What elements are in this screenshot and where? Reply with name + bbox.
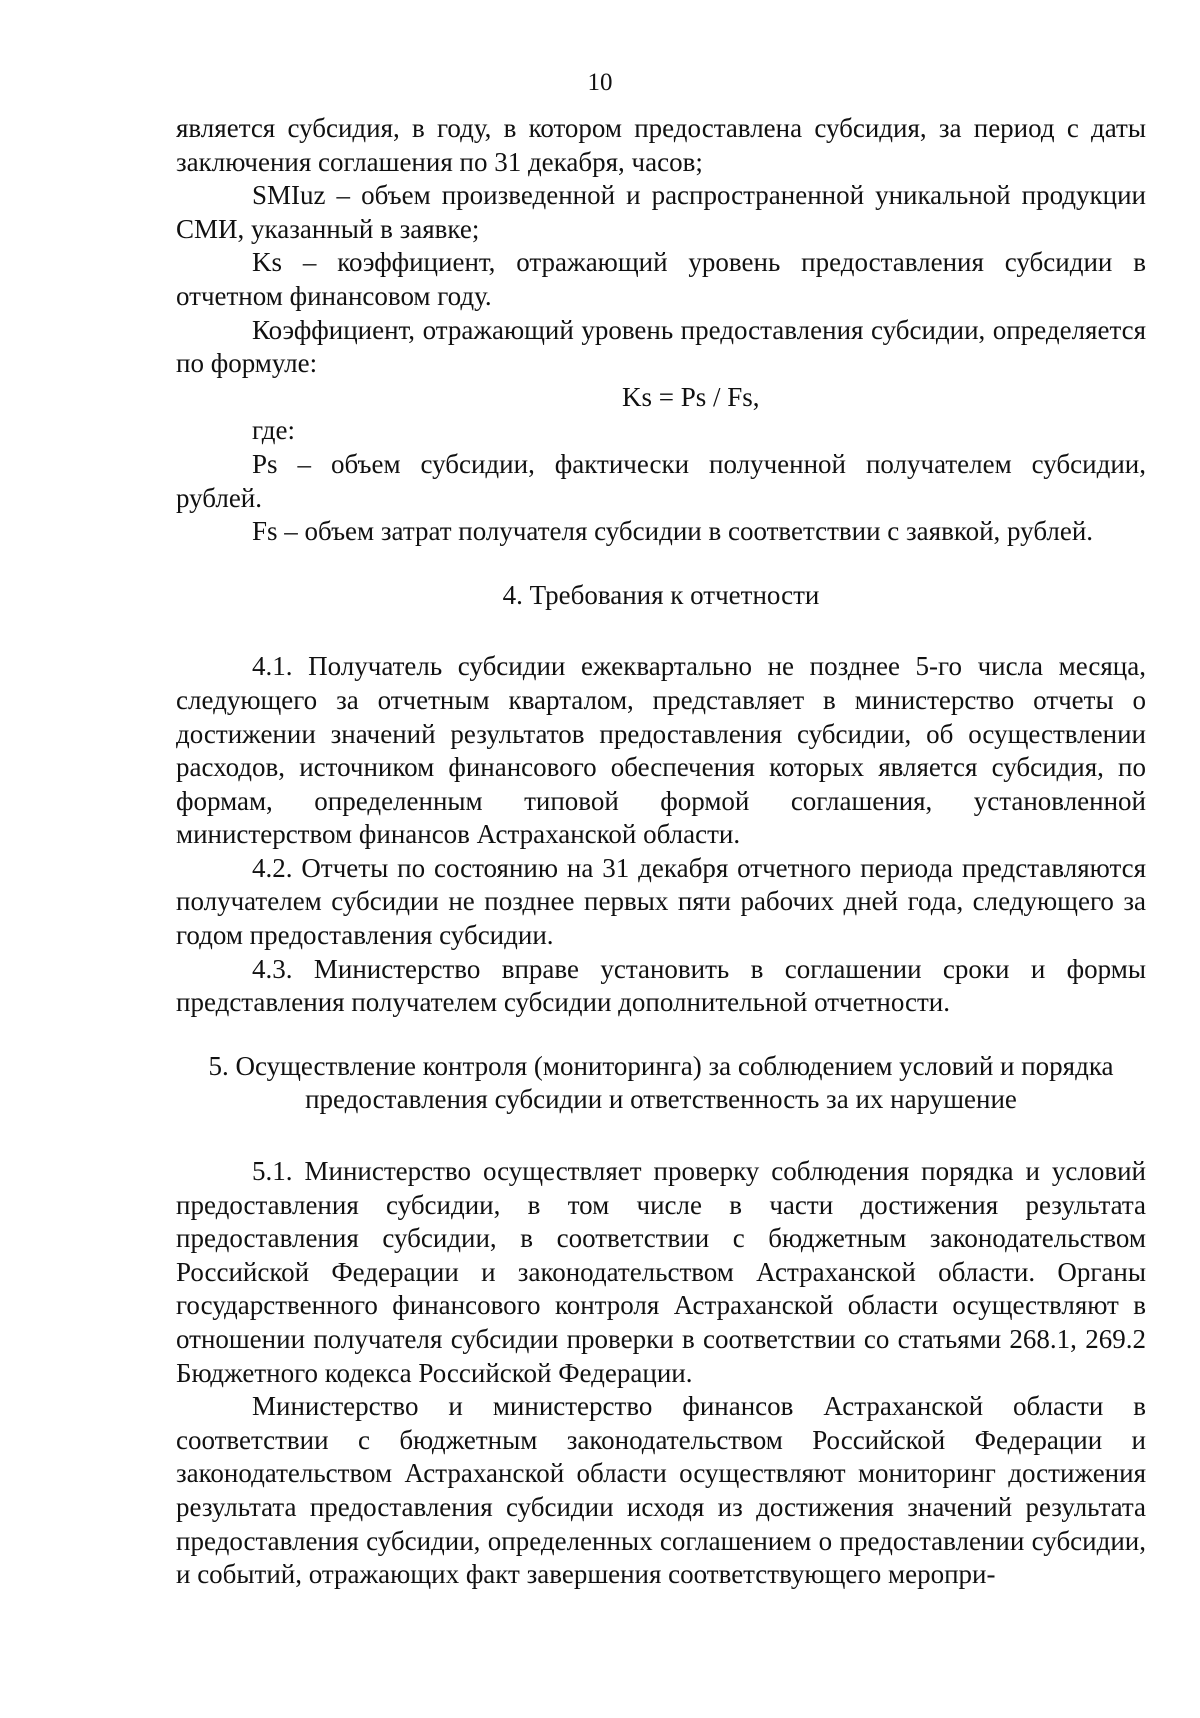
continuation-paragraph: является субсидия, в году, в котором предоставлена субсидия, за период с даты заключения соглашения по 31 декабря, часов;: [176, 113, 1146, 177]
ps-definition: Ps – объем субсидии, фактически полученной получателем субсидии, рублей.: [176, 448, 1146, 513]
page-number: 10: [587, 69, 613, 96]
ks-formula: Ks = Ps / Fs,: [622, 381, 760, 412]
monitoring-paragraph: Министерство и министерство финансов Астраханской области в соответствии с бюджетным законодательством Российской Федерации и законодательством Астраханской области осуществляют мониторинг достижения результата предоставления субсидии исходя из достижения значений результата предоставления субсидии, определенных соглашением о предоставлении субсидии, и событий, отражающих факт завершения соответствующего меропри-: [176, 1391, 1146, 1590]
clause-5-1: 5.1. Министерство осуществляет проверку соблюдения порядка и условий предоставления субсидии, в том числе в части достижения результата предоставления субсидии, в соответствии с бюджетным законодательством Российской Федерации и законодательством Астраханской области. Органы государственного финансового контроля Астраханской области осуществляют в отношении получателя субсидии проверки в соответствии со статьями 268.1, 269.2 Бюджетного кодекса Российской Федерации.: [176, 1156, 1146, 1388]
smiuz-definition: SMIuz – объем произведенной и распространенной уникальной продукции СМИ, указанный в заявке;: [176, 180, 1146, 244]
clause-4-3: 4.3. Министерство вправе установить в соглашении сроки и формы представления получателем субсидии дополнительной отчетности.: [176, 953, 1146, 1018]
section-5-heading-line-2: предоставления субсидии и ответственность за их нарушение: [305, 1084, 1017, 1115]
section-4-heading: 4. Требования к отчетности: [502, 579, 820, 610]
ks-formula-intro: Коэффициент, отражающий уровень предоставления субсидии, определяется по формуле:: [176, 314, 1146, 379]
where-label: где:: [252, 415, 295, 446]
section-5-heading-line-1: 5. Осуществление контроля (мониторинга) за соблюдением условий и порядка: [208, 1050, 1114, 1081]
section-5-heading: [176, 1050, 1146, 1117]
fs-definition: Fs – объем затрат получателя субсидии в соответствии с заявкой, рублей.: [252, 516, 1094, 547]
clause-4-1: 4.1. Получатель субсидии ежеквартально не позднее 5-го числа месяца, следующего за отчетным кварталом, представляет в министерство отчеты о достижении значений результатов предоставления субсидии, об осуществлении расходов, источником финансового обеспечения которых является субсидия, по формам, определенным типовой формой соглашения, установленной министерством финансов Астраханской области.: [176, 651, 1146, 850]
ks-definition: Ks – коэффициент, отражающий уровень предоставления субсидии в отчетном финансовом году.: [176, 247, 1146, 311]
document-body: [176, 112, 1146, 1592]
clause-4-2: 4.2. Отчеты по состоянию на 31 декабря отчетного периода представляются получателем субсидии не позднее первых пяти рабочих дней года, следующего за годом предоставления субсидии.: [176, 852, 1146, 951]
